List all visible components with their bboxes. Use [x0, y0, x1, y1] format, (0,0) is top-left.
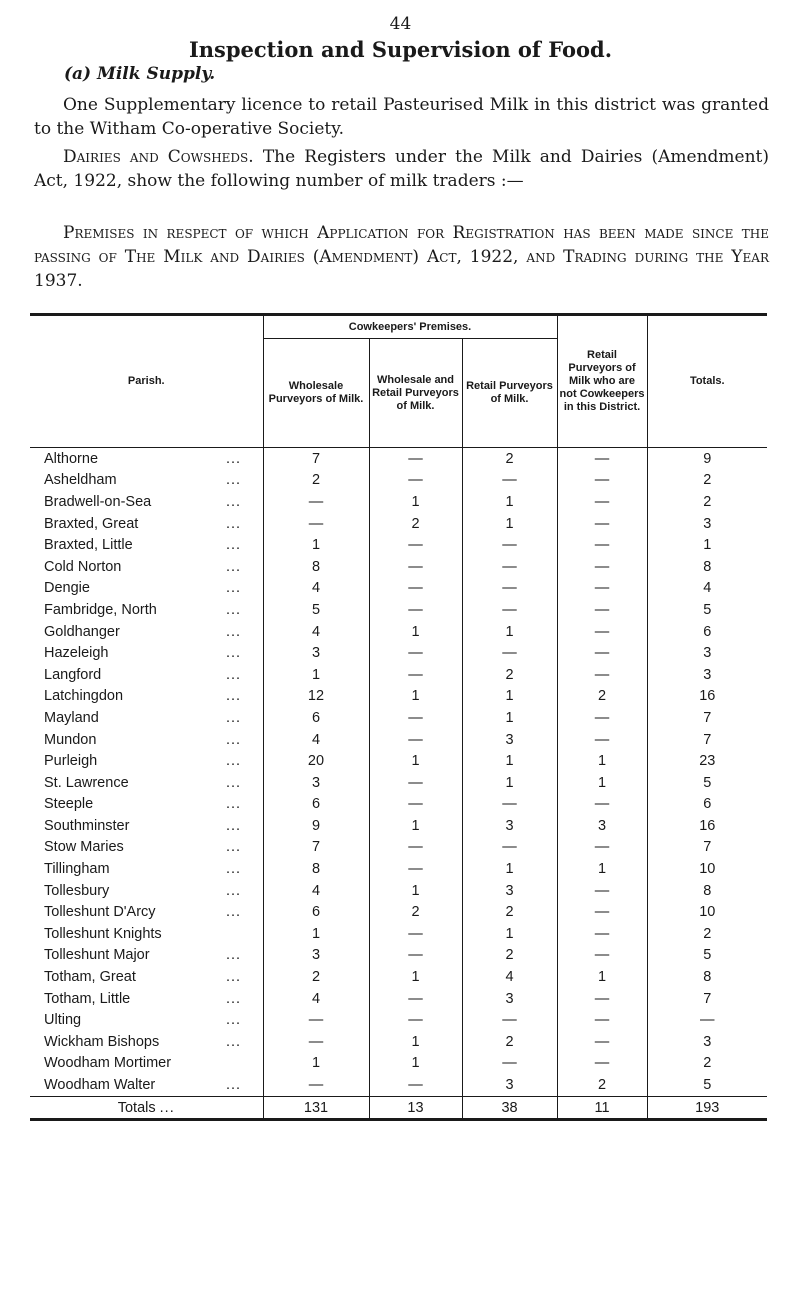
- total-non-cowkeeper: 11: [557, 1096, 647, 1120]
- paragraph-pasteurised-licence: One Supplementary licence to retail Pasteurised Milk in this district was granted to the Witham Co-operative Society.: [34, 95, 769, 139]
- wholesale-cell: 7: [263, 448, 369, 470]
- leader-dots: ...: [226, 493, 242, 510]
- parish-cell: [30, 880, 263, 902]
- wholesale-retail-cell: —: [369, 642, 462, 664]
- non-cowkeeper-cell: —: [557, 556, 647, 578]
- wholesale-cell: 4: [263, 621, 369, 643]
- wholesale-retail-cell: —: [369, 534, 462, 556]
- retail-cell: 3: [462, 880, 557, 902]
- parish-name: Dengie: [44, 580, 90, 597]
- total-cell: 8: [647, 880, 767, 902]
- table-row: [30, 923, 767, 945]
- wholesale-retail-cell: 1: [369, 880, 462, 902]
- total-cell: 5: [647, 945, 767, 967]
- wholesale-cell: 9: [263, 815, 369, 837]
- wholesale-retail-cell: —: [369, 858, 462, 880]
- totals-label-cell: [30, 1096, 263, 1120]
- table-row: [30, 448, 767, 470]
- non-cowkeeper-cell: —: [557, 513, 647, 535]
- parish-cell: [30, 923, 263, 945]
- retail-cell: —: [462, 837, 557, 859]
- retail-cell: 3: [462, 988, 557, 1010]
- paragraph-lead-in: Dairies and Cowsheds.: [63, 147, 254, 167]
- total-cell: 10: [647, 901, 767, 923]
- non-cowkeeper-cell: —: [557, 837, 647, 859]
- page-title: Inspection and Supervision of Food.: [188, 37, 613, 62]
- parish-name: Fambridge, North: [44, 601, 157, 618]
- table-row: [30, 491, 767, 513]
- parish-cell: [30, 988, 263, 1010]
- total-cell: 10: [647, 858, 767, 880]
- table-row: [30, 556, 767, 578]
- non-cowkeeper-cell: —: [557, 534, 647, 556]
- total-cell: 9: [647, 448, 767, 470]
- non-cowkeeper-cell: —: [557, 729, 647, 751]
- header-totals: Totals.: [647, 315, 767, 448]
- parish-name: Tolleshunt Major: [44, 947, 150, 964]
- wholesale-retail-cell: —: [369, 707, 462, 729]
- total-cell: 2: [647, 491, 767, 513]
- wholesale-retail-cell: 1: [369, 491, 462, 513]
- wholesale-cell: 6: [263, 901, 369, 923]
- total-cell: 16: [647, 815, 767, 837]
- wholesale-cell: 1: [263, 534, 369, 556]
- table-row: [30, 686, 767, 708]
- total-cell: 7: [647, 837, 767, 859]
- non-cowkeeper-cell: —: [557, 599, 647, 621]
- wholesale-retail-cell: 2: [369, 513, 462, 535]
- wholesale-retail-cell: 1: [369, 621, 462, 643]
- parish-name: Braxted, Great: [44, 515, 139, 532]
- retail-cell: —: [462, 578, 557, 600]
- leader-dots: ...: [226, 861, 242, 878]
- leader-dots: ...: [226, 472, 242, 489]
- leader-dots: ...: [226, 1077, 242, 1094]
- total-wholesale: 131: [263, 1096, 369, 1120]
- leader-dots: ...: [226, 709, 242, 726]
- wholesale-cell: 3: [263, 642, 369, 664]
- non-cowkeeper-cell: 1: [557, 772, 647, 794]
- non-cowkeeper-cell: —: [557, 491, 647, 513]
- wholesale-retail-cell: —: [369, 664, 462, 686]
- wholesale-retail-cell: 1: [369, 815, 462, 837]
- wholesale-cell: 2: [263, 966, 369, 988]
- wholesale-retail-cell: —: [369, 1009, 462, 1031]
- non-cowkeeper-cell: 1: [557, 750, 647, 772]
- retail-cell: 1: [462, 621, 557, 643]
- parish-name: Braxted, Little: [44, 537, 133, 554]
- table-row: [30, 1009, 767, 1031]
- leader-dots: ...: [226, 753, 242, 770]
- wholesale-retail-cell: —: [369, 578, 462, 600]
- total-cell: 3: [647, 664, 767, 686]
- parish-cell: [30, 1009, 263, 1031]
- parish-name: Hazeleigh: [44, 645, 109, 662]
- retail-cell: 2: [462, 664, 557, 686]
- leader-dots: ...: [226, 817, 242, 834]
- table-row: [30, 1031, 767, 1053]
- non-cowkeeper-cell: 1: [557, 966, 647, 988]
- parish-cell: [30, 599, 263, 621]
- leader-dots: ...: [226, 1033, 242, 1050]
- wholesale-cell: 4: [263, 988, 369, 1010]
- parish-cell: [30, 729, 263, 751]
- wholesale-retail-cell: —: [369, 988, 462, 1010]
- parish-name: Tillingham: [44, 861, 110, 878]
- total-cell: 6: [647, 621, 767, 643]
- total-cell: 7: [647, 729, 767, 751]
- non-cowkeeper-cell: —: [557, 448, 647, 470]
- retail-cell: —: [462, 534, 557, 556]
- retail-cell: 1: [462, 923, 557, 945]
- leader-dots: ...: [226, 904, 242, 921]
- wholesale-cell: 4: [263, 578, 369, 600]
- total-cell: 3: [647, 513, 767, 535]
- wholesale-cell: 1: [263, 923, 369, 945]
- table-row: [30, 470, 767, 492]
- parish-name: Mundon: [44, 731, 97, 748]
- leader-dots: ...: [226, 623, 242, 640]
- wholesale-retail-cell: —: [369, 556, 462, 578]
- leader-dots: ...: [226, 882, 242, 899]
- wholesale-cell: 3: [263, 772, 369, 794]
- leader-dots: ...: [226, 1012, 242, 1029]
- parish-name: Steeple: [44, 796, 94, 813]
- non-cowkeeper-cell: —: [557, 988, 647, 1010]
- leader-dots: ...: [226, 796, 242, 813]
- parish-cell: [30, 578, 263, 600]
- total-cell: 8: [647, 556, 767, 578]
- parish-name: Totham, Great: [44, 969, 136, 986]
- table-row: [30, 945, 767, 967]
- parish-name: Woodham Walter: [44, 1077, 156, 1094]
- header-wholesale-retail: Wholesale and Retail Purveyors of Milk.: [369, 339, 462, 448]
- retail-cell: 2: [462, 448, 557, 470]
- table-row: [30, 880, 767, 902]
- wholesale-cell: —: [263, 1074, 369, 1096]
- leader-dots: ...: [226, 990, 242, 1007]
- parish-cell: [30, 707, 263, 729]
- parish-name: Latchingdon: [44, 688, 124, 705]
- leader-dots: ...: [226, 537, 242, 554]
- wholesale-retail-cell: 1: [369, 750, 462, 772]
- total-cell: 16: [647, 686, 767, 708]
- retail-cell: —: [462, 642, 557, 664]
- wholesale-retail-cell: 1: [369, 686, 462, 708]
- wholesale-cell: —: [263, 1031, 369, 1053]
- parish-cell: [30, 491, 263, 513]
- total-cell: 3: [647, 1031, 767, 1053]
- header-parish: Parish.: [30, 315, 263, 448]
- parish-name: St. Lawrence: [44, 774, 129, 791]
- total-cell: 6: [647, 794, 767, 816]
- wholesale-cell: 12: [263, 686, 369, 708]
- retail-cell: —: [462, 1053, 557, 1075]
- non-cowkeeper-cell: —: [557, 642, 647, 664]
- non-cowkeeper-cell: 1: [557, 858, 647, 880]
- parish-name: Mayland: [44, 709, 99, 726]
- total-cell: 2: [647, 470, 767, 492]
- total-retail: 38: [462, 1096, 557, 1120]
- parish-name: Purleigh: [44, 753, 98, 770]
- parish-cell: [30, 772, 263, 794]
- parish-name: Ulting: [44, 1012, 82, 1029]
- wholesale-retail-cell: —: [369, 470, 462, 492]
- totals-leader-dots: ...: [159, 1099, 175, 1116]
- table-row: [30, 772, 767, 794]
- parish-name: Wickham Bishops: [44, 1033, 160, 1050]
- total-cell: 5: [647, 772, 767, 794]
- table-row: [30, 794, 767, 816]
- leader-dots: ...: [226, 601, 242, 618]
- wholesale-retail-cell: 1: [369, 1031, 462, 1053]
- table-row: [30, 901, 767, 923]
- table-row: [30, 1074, 767, 1096]
- total-cell: 5: [647, 1074, 767, 1096]
- retail-cell: 1: [462, 491, 557, 513]
- table-row: [30, 858, 767, 880]
- leader-dots: ...: [226, 839, 242, 856]
- retail-cell: 2: [462, 945, 557, 967]
- parish-cell: [30, 513, 263, 535]
- wholesale-retail-cell: —: [369, 945, 462, 967]
- parish-cell: [30, 837, 263, 859]
- wholesale-cell: 4: [263, 729, 369, 751]
- non-cowkeeper-cell: —: [557, 923, 647, 945]
- parish-cell: [30, 534, 263, 556]
- non-cowkeeper-cell: —: [557, 880, 647, 902]
- wholesale-cell: 1: [263, 1053, 369, 1075]
- retail-cell: 3: [462, 1074, 557, 1096]
- parish-cell: [30, 966, 263, 988]
- leader-dots: ...: [226, 666, 242, 683]
- wholesale-retail-cell: —: [369, 729, 462, 751]
- wholesale-cell: 4: [263, 880, 369, 902]
- leader-dots: ...: [226, 515, 242, 532]
- retail-cell: —: [462, 556, 557, 578]
- parish-cell: [30, 794, 263, 816]
- non-cowkeeper-cell: —: [557, 1031, 647, 1053]
- wholesale-cell: 1: [263, 664, 369, 686]
- wholesale-retail-cell: 2: [369, 901, 462, 923]
- wholesale-cell: 8: [263, 556, 369, 578]
- total-cell: 8: [647, 966, 767, 988]
- parish-cell: [30, 1053, 263, 1075]
- header-non-cowkeeper-retail: Retail Purveyors of Milk who are not Cowkeepers in this District.: [557, 315, 647, 448]
- leader-dots: ...: [226, 558, 242, 575]
- parish-name: Tolleshunt D'Arcy: [44, 904, 156, 921]
- total-cell: 2: [647, 1053, 767, 1075]
- table-row: [30, 837, 767, 859]
- parish-name: Totham, Little: [44, 990, 131, 1007]
- header-cowkeepers-premises: Cowkeepers' Premises.: [263, 315, 557, 339]
- table-row: [30, 988, 767, 1010]
- parish-cell: [30, 945, 263, 967]
- non-cowkeeper-cell: 3: [557, 815, 647, 837]
- leader-dots: ...: [226, 774, 242, 791]
- retail-cell: —: [462, 470, 557, 492]
- parish-cell: [30, 901, 263, 923]
- wholesale-retail-cell: —: [369, 448, 462, 470]
- non-cowkeeper-cell: —: [557, 1009, 647, 1031]
- header-wholesale: Wholesale Purveyors of Milk.: [263, 339, 369, 448]
- non-cowkeeper-cell: 2: [557, 686, 647, 708]
- wholesale-retail-cell: —: [369, 772, 462, 794]
- retail-cell: 1: [462, 858, 557, 880]
- parish-name: Tollesbury: [44, 882, 110, 899]
- wholesale-retail-cell: —: [369, 1074, 462, 1096]
- wholesale-cell: 8: [263, 858, 369, 880]
- non-cowkeeper-cell: —: [557, 794, 647, 816]
- parish-name: Stow Maries: [44, 839, 124, 856]
- parish-cell: [30, 470, 263, 492]
- totals-label: Totals: [117, 1099, 156, 1116]
- section-subheading: (a) Milk Supply.: [64, 64, 216, 84]
- table-body: [30, 448, 767, 1097]
- wholesale-cell: —: [263, 491, 369, 513]
- table-row: [30, 534, 767, 556]
- parish-name: Southminster: [44, 817, 130, 834]
- table-row: [30, 750, 767, 772]
- parish-name: Asheldham: [44, 472, 117, 489]
- retail-cell: 1: [462, 750, 557, 772]
- page-number: 44: [389, 14, 412, 34]
- wholesale-cell: 5: [263, 599, 369, 621]
- parish-cell: [30, 1031, 263, 1053]
- parish-cell: [30, 621, 263, 643]
- total-cell: 4: [647, 578, 767, 600]
- paragraph-dairies-registers: [34, 145, 769, 193]
- table-row: [30, 729, 767, 751]
- total-cell: 23: [647, 750, 767, 772]
- leader-dots: ...: [226, 688, 242, 705]
- table-row: [30, 966, 767, 988]
- retail-cell: 4: [462, 966, 557, 988]
- non-cowkeeper-cell: —: [557, 578, 647, 600]
- wholesale-cell: 2: [263, 470, 369, 492]
- header-retail: Retail Purveyors of Milk.: [462, 339, 557, 448]
- non-cowkeeper-cell: —: [557, 621, 647, 643]
- parish-cell: [30, 1074, 263, 1096]
- table-row: [30, 664, 767, 686]
- parish-cell: [30, 556, 263, 578]
- parish-name: Woodham Mortimer: [44, 1055, 172, 1072]
- wholesale-cell: 6: [263, 707, 369, 729]
- table-row: [30, 578, 767, 600]
- milk-traders-table: [30, 313, 767, 1121]
- leader-dots: ...: [226, 580, 242, 597]
- table-row: [30, 707, 767, 729]
- retail-cell: —: [462, 794, 557, 816]
- leader-dots: ...: [226, 947, 242, 964]
- retail-cell: 1: [462, 772, 557, 794]
- parish-name: Cold Norton: [44, 558, 122, 575]
- parish-cell: [30, 858, 263, 880]
- retail-cell: —: [462, 599, 557, 621]
- parish-name: Langford: [44, 666, 102, 683]
- table-row: [30, 621, 767, 643]
- table-caption: Premises in respect of which Application for Registration has been made since the passing of The Milk and Dairies (Amendment) Act, 1922, and Trading during the Year 1937.: [34, 223, 769, 291]
- retail-cell: 1: [462, 707, 557, 729]
- retail-cell: 1: [462, 513, 557, 535]
- non-cowkeeper-cell: —: [557, 1053, 647, 1075]
- parish-cell: [30, 750, 263, 772]
- table-row: [30, 599, 767, 621]
- wholesale-cell: —: [263, 513, 369, 535]
- parish-name: Althorne: [44, 450, 99, 467]
- leader-dots: ...: [226, 450, 242, 467]
- table-row: [30, 1053, 767, 1075]
- total-cell: 7: [647, 707, 767, 729]
- total-cell: 3: [647, 642, 767, 664]
- retail-cell: 1: [462, 686, 557, 708]
- non-cowkeeper-cell: —: [557, 945, 647, 967]
- parish-cell: [30, 815, 263, 837]
- total-cell: 2: [647, 923, 767, 945]
- parish-name: Tolleshunt Knights: [44, 925, 162, 942]
- non-cowkeeper-cell: 2: [557, 1074, 647, 1096]
- parish-name: Goldhanger: [44, 623, 120, 640]
- non-cowkeeper-cell: —: [557, 470, 647, 492]
- parish-cell: [30, 642, 263, 664]
- non-cowkeeper-cell: —: [557, 901, 647, 923]
- retail-cell: 3: [462, 729, 557, 751]
- retail-cell: —: [462, 1009, 557, 1031]
- leader-dots: ...: [226, 969, 242, 986]
- wholesale-retail-cell: 1: [369, 1053, 462, 1075]
- non-cowkeeper-cell: —: [557, 707, 647, 729]
- totals-row: [30, 1096, 767, 1120]
- total-cell: 5: [647, 599, 767, 621]
- parish-cell: [30, 686, 263, 708]
- total-cell: 1: [647, 534, 767, 556]
- parish-cell: [30, 664, 263, 686]
- wholesale-cell: 3: [263, 945, 369, 967]
- total-wholesale-retail: 13: [369, 1096, 462, 1120]
- wholesale-cell: —: [263, 1009, 369, 1031]
- leader-dots: ...: [226, 731, 242, 748]
- non-cowkeeper-cell: —: [557, 664, 647, 686]
- wholesale-retail-cell: —: [369, 837, 462, 859]
- wholesale-retail-cell: —: [369, 923, 462, 945]
- parish-cell: [30, 448, 263, 470]
- retail-cell: 3: [462, 815, 557, 837]
- wholesale-cell: 7: [263, 837, 369, 859]
- retail-cell: 2: [462, 901, 557, 923]
- wholesale-retail-cell: —: [369, 599, 462, 621]
- wholesale-retail-cell: 1: [369, 966, 462, 988]
- table-row: [30, 815, 767, 837]
- total-cell: —: [647, 1009, 767, 1031]
- wholesale-cell: 20: [263, 750, 369, 772]
- grand-total: 193: [647, 1096, 767, 1120]
- wholesale-retail-cell: —: [369, 794, 462, 816]
- total-cell: 7: [647, 988, 767, 1010]
- table-row: [30, 642, 767, 664]
- leader-dots: ...: [226, 645, 242, 662]
- wholesale-cell: 6: [263, 794, 369, 816]
- parish-name: Bradwell-on-Sea: [44, 493, 152, 510]
- paragraph-body: The Registers under the Milk and Dairies (Amendment) Act, 1922, show the following number of milk traders :—: [34, 147, 770, 191]
- table-row: [30, 513, 767, 535]
- retail-cell: 2: [462, 1031, 557, 1053]
